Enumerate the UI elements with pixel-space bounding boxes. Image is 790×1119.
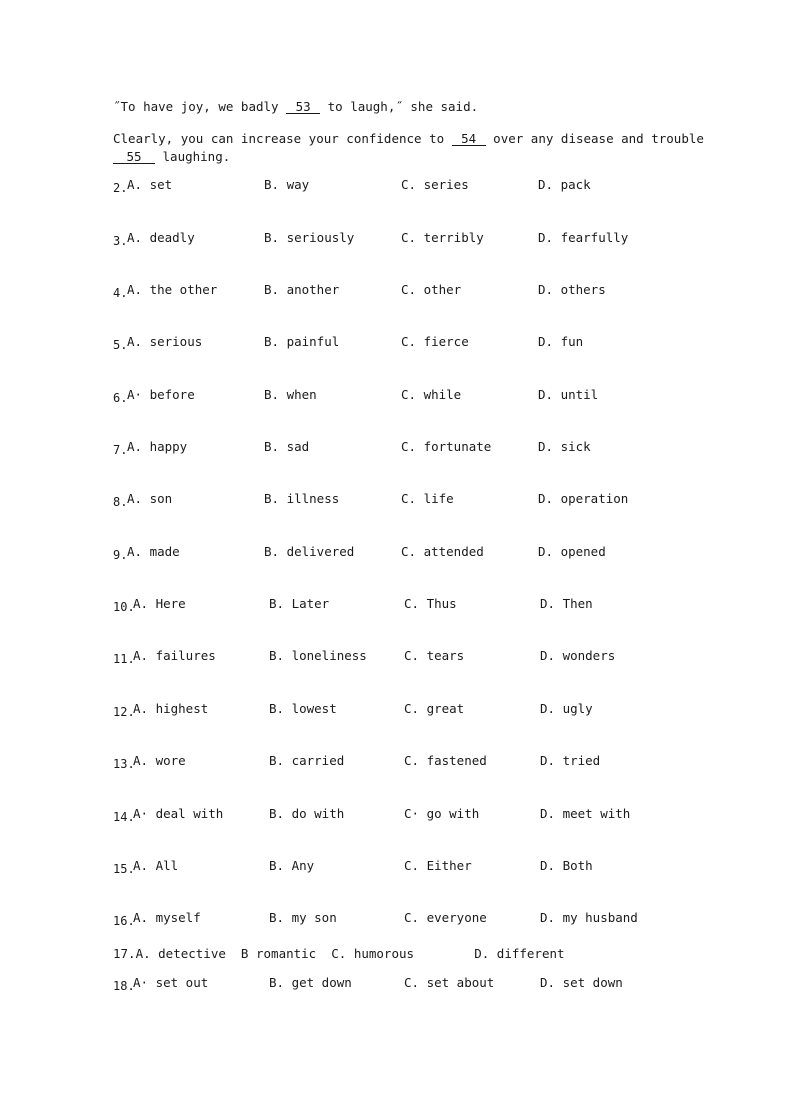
option-a: A. wore — [133, 753, 186, 768]
option-d: D. meet with — [540, 806, 631, 821]
intro-text: Clearly, you can increase your confidence to — [113, 131, 452, 146]
question-row — [0, 806, 790, 826]
question-row — [0, 177, 790, 197]
intro-line-3 — [113, 149, 230, 164]
intro-line-1 — [113, 99, 478, 114]
intro-text: laughing. — [155, 149, 231, 164]
option-b: B. loneliness — [269, 648, 367, 663]
option-a: A. myself — [133, 910, 201, 925]
option-c: C· go with — [404, 806, 480, 821]
option-b: B. carried — [269, 753, 345, 768]
question-number: 4. — [113, 286, 128, 300]
blank-55: 55 — [113, 150, 155, 164]
question-number: 8. — [113, 495, 128, 509]
option-b: B. way — [264, 177, 310, 192]
question-row — [0, 439, 790, 459]
option-c: C. life — [401, 491, 454, 506]
option-d: D. ugly — [540, 701, 593, 716]
blank-53: 53 — [286, 100, 320, 114]
option-a: A. set — [127, 177, 173, 192]
option-d: D. Then — [540, 596, 593, 611]
option-d: D. tried — [540, 753, 601, 768]
option-b: B. painful — [264, 334, 340, 349]
option-c: C. Either — [404, 858, 472, 873]
question-number: 9. — [113, 548, 128, 562]
option-d: D. opened — [538, 544, 606, 559]
option-d: D. my husband — [540, 910, 638, 925]
question-number: 12. — [113, 705, 135, 719]
option-a: A· deal with — [133, 806, 224, 821]
option-d: D. set down — [540, 975, 623, 990]
option-c: C. fortunate — [401, 439, 492, 454]
option-d: D. sick — [538, 439, 591, 454]
option-b: B. another — [264, 282, 340, 297]
intro-text: to laugh,˝ she said. — [320, 99, 479, 114]
question-row — [0, 387, 790, 407]
option-c: C. attended — [401, 544, 484, 559]
question-row — [0, 334, 790, 354]
intro-text: ˝To have joy, we badly — [113, 99, 287, 114]
option-b: B. Any — [269, 858, 315, 873]
question-number: 3. — [113, 234, 128, 248]
intro-text: over any disease and trouble — [485, 131, 704, 146]
question-row — [0, 596, 790, 616]
option-a: A. the other — [127, 282, 218, 297]
option-d: D. others — [538, 282, 606, 297]
question-number: 18. — [113, 979, 135, 993]
blank-54: 54 — [452, 132, 486, 146]
option-d: D. Both — [540, 858, 593, 873]
option-c: C. great — [404, 701, 465, 716]
question-18 — [0, 975, 790, 995]
question-number: 16. — [113, 914, 135, 928]
option-a: A. son — [127, 491, 173, 506]
question-row — [0, 753, 790, 773]
question-row — [0, 701, 790, 721]
intro-line-2 — [113, 131, 704, 146]
option-a: A. failures — [133, 648, 216, 663]
question-number: 5. — [113, 338, 128, 352]
option-a: A. made — [127, 544, 180, 559]
option-c: C. other — [401, 282, 462, 297]
option-b: B. sad — [264, 439, 310, 454]
question-row — [0, 648, 790, 668]
option-a: A. Here — [133, 596, 186, 611]
option-c: C. fastened — [404, 753, 487, 768]
option-a: A· before — [127, 387, 195, 402]
question-number: 14. — [113, 810, 135, 824]
option-d: D. until — [538, 387, 599, 402]
option-c: C. fierce — [401, 334, 469, 349]
option-b: B. lowest — [269, 701, 337, 716]
option-b: B. do with — [269, 806, 345, 821]
question-row — [0, 910, 790, 930]
option-b: B. get down — [269, 975, 352, 990]
option-a: A. happy — [127, 439, 188, 454]
option-a: A. All — [133, 858, 179, 873]
option-d: D. pack — [538, 177, 591, 192]
option-b: B. when — [264, 387, 317, 402]
question-number: 15. — [113, 862, 135, 876]
question-row — [0, 230, 790, 250]
option-c: C. series — [401, 177, 469, 192]
option-a: A· set out — [133, 975, 209, 990]
question-number: 6. — [113, 391, 128, 405]
question-17: 17.A. detective B romantic C. humorous D. different — [113, 946, 565, 961]
option-a: A. deadly — [127, 230, 195, 245]
option-d: D. operation — [538, 491, 629, 506]
question-number: 2. — [113, 181, 128, 195]
option-b: B. my son — [269, 910, 337, 925]
option-b: B. seriously — [264, 230, 355, 245]
option-c: C. tears — [404, 648, 465, 663]
question-row — [0, 282, 790, 302]
question-number: 11. — [113, 652, 135, 666]
option-d: D. fun — [538, 334, 584, 349]
option-c: C. everyone — [404, 910, 487, 925]
option-a: A. highest — [133, 701, 209, 716]
option-b: B. Later — [269, 596, 330, 611]
option-a: A. serious — [127, 334, 203, 349]
question-row — [0, 544, 790, 564]
option-c: C. Thus — [404, 596, 457, 611]
question-number: 7. — [113, 443, 128, 457]
question-row — [0, 858, 790, 878]
question-number: 10. — [113, 600, 135, 614]
option-d: D. wonders — [540, 648, 616, 663]
option-d: D. fearfully — [538, 230, 629, 245]
option-c: C. set about — [404, 975, 495, 990]
option-b: B. illness — [264, 491, 340, 506]
question-number: 13. — [113, 757, 135, 771]
option-b: B. delivered — [264, 544, 355, 559]
question-row — [0, 491, 790, 511]
option-c: C. while — [401, 387, 462, 402]
option-c: C. terribly — [401, 230, 484, 245]
